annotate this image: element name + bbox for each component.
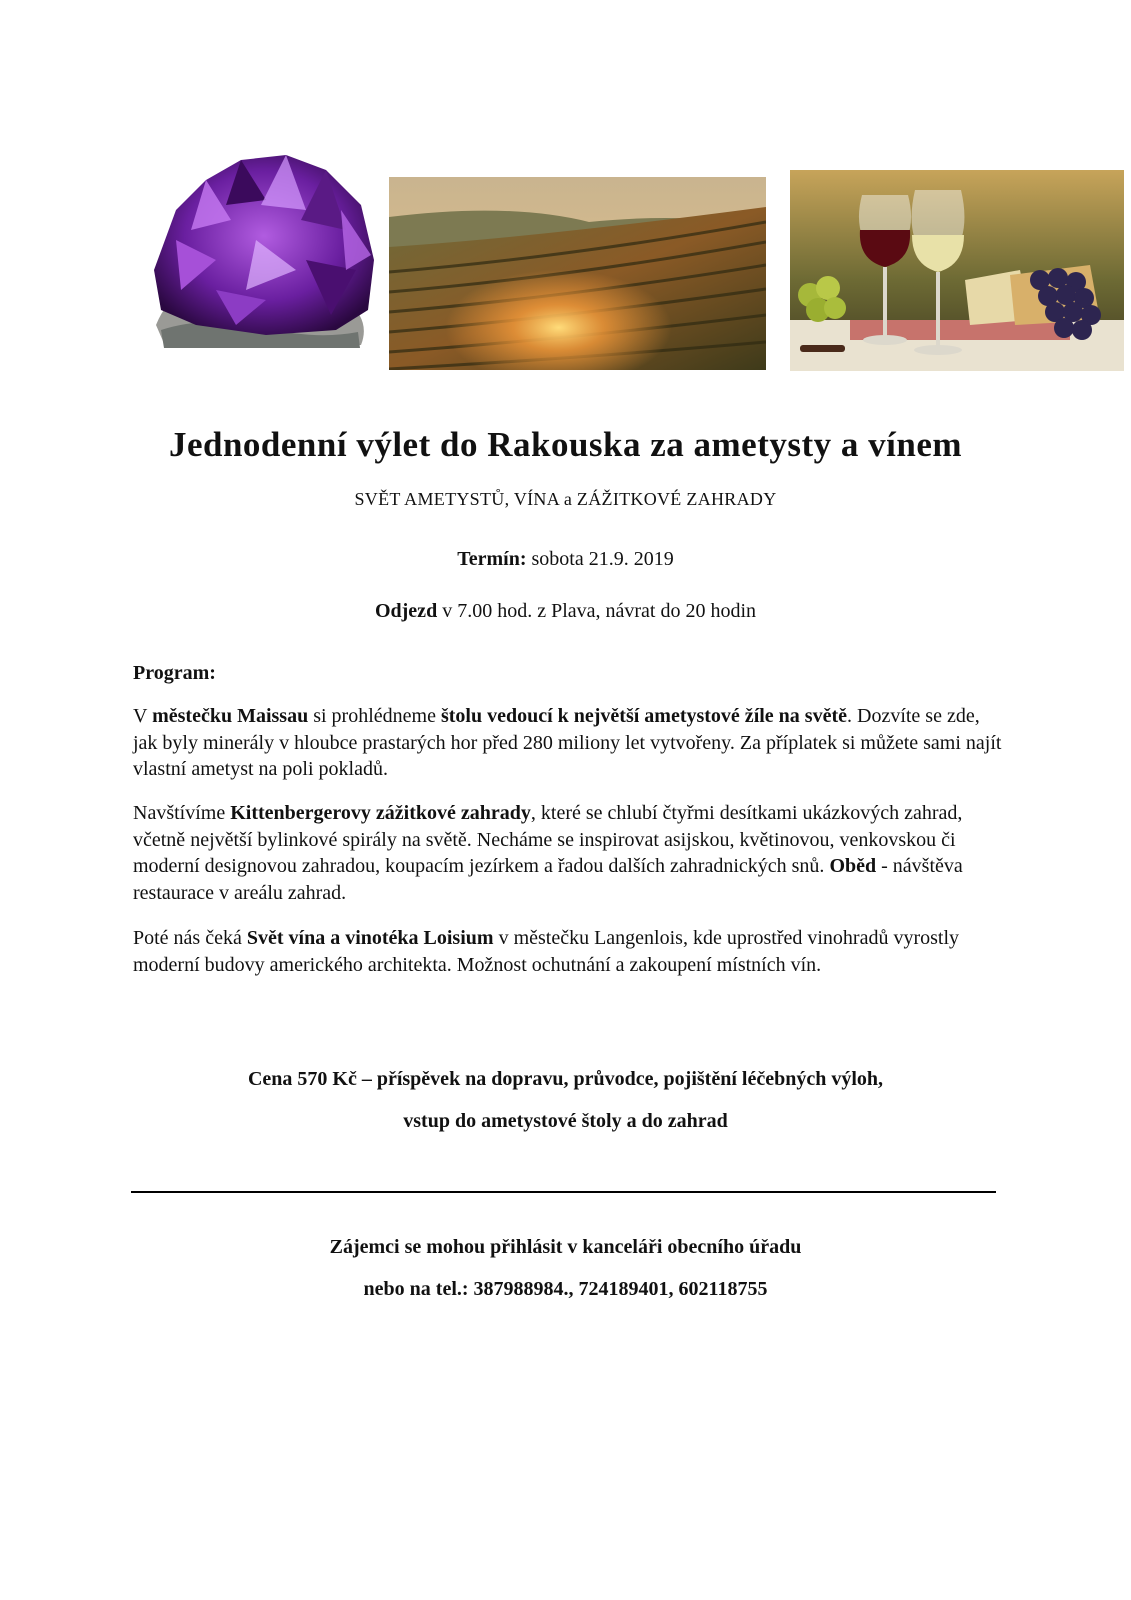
text-run: , které se chlubí čtyřmi desítkami ukázkových zahrad, včetně největší bylinkové spirály na světě. Necháme se inspirovat asijskou, květinovou, venkovskou či moderní designovou zahradou, koupacím jezírkem a řadou dalších zahradnických snů. [133,802,963,877]
departure-label: Odjezd [374,600,438,622]
bold-run: Svět vína a vinotéka Loisium [246,927,494,949]
subtitle: SVĚT AMETYSTŮ, VÍNA a ZÁŽITKOVÉ ZAHRADY [354,489,777,509]
contact-line-1: Zájemci se mohou přihlásit v kanceláři obecního úřadu [329,1236,802,1258]
text-run: v městečku Langenlois, kde uprostřed vinohradů vyrostly moderní budovy amerického architekta. Možnost ochutnání a zakoupení místních vín. [133,927,960,976]
vineyard-sunset-photo [389,177,766,370]
price-line-1: Cena 570 Kč – příspěvek na dopravu, průvodce, pojištění léčebných výloh, [247,1068,884,1090]
bold-run: Kittenbergerovy zážitkové zahrady [230,802,531,824]
text-run: . Dozvíte se zde, jak byly minerály v hloubce prastarých hor před 280 miliony let vytvořeny. Za příplatek si můžete sami najít vlastní ametyst na poli pokladů. [133,705,1002,780]
term-value: sobota 21.9. 2019 [526,548,674,570]
divider [131,1191,996,1193]
wine-glasses-grapes-photo [790,170,1124,371]
program-paragraph-loisium [133,925,1003,978]
term-label: Termín: [457,548,527,570]
bold-run: štolu vedoucí k největší ametystové žíle na světě [440,705,847,727]
program-paragraph-gardens [133,800,1003,906]
departure-value: v 7.00 hod. z Plava, návrat do 20 hodin [437,600,757,622]
amethyst-crystal-photo [146,150,378,350]
text-run: si prohlédneme [308,705,441,727]
text-run: Poté nás čeká [133,927,247,949]
program-paragraph-maissau [133,703,1003,783]
text-run: - návštěva restaurace v areálu zahrad. [133,855,963,904]
text-run: V [133,705,153,727]
page-title: Jednodenní výlet do Rakouska za ametysty a vínem [168,425,963,464]
contact-line-2: nebo na tel.: 387988984., 724189401, 602118755 [363,1278,768,1300]
bold-run: Oběd [829,855,877,877]
bold-run: městečku Maissau [152,705,309,727]
text-run: Navštívíme [133,802,231,824]
program-label: Program: [133,662,216,684]
departure-line [0,600,1131,623]
price-line-2: vstup do ametystové štoly a do zahrad [403,1110,728,1132]
term-line [0,548,1131,571]
